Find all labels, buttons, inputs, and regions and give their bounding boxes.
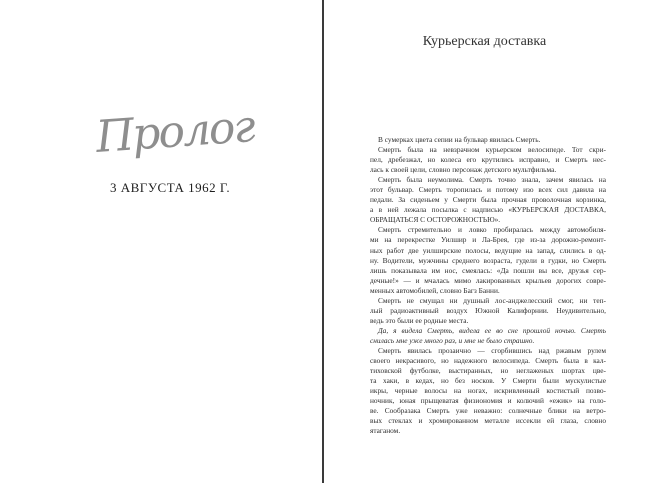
text-line: вых стеклах и хромированном металле иссекли ей глаза, словно — [370, 416, 606, 426]
text-line: лась к своей цели, словно персонаж детского мультфильма. — [370, 165, 557, 175]
text-line: та хаки, в кедах, но без носков. У Смерти были мускулистые — [370, 376, 606, 386]
text-line: Смерть стремительно и ловко пробиралась между автомобиля- — [378, 225, 606, 235]
text-line: Смерть не смущал ни душный лос-анджелесский смог, ни теп- — [378, 295, 606, 305]
text-line: педали. За сиденьем у Смерти была прочная проволочная корзинка, — [370, 195, 606, 205]
left-page — [0, 0, 322, 483]
prologue-title: Пролог — [94, 101, 256, 163]
text-line: дечные!» — и мчалась мимо лакированных крыльев дорогих совре- — [370, 275, 606, 285]
text-line: снилась мне уже много раз, и мне не было страшно. — [370, 335, 535, 345]
prologue-date: 3 АВГУСТА 1962 Г. — [110, 180, 231, 195]
text-line: Смерть была на невзрачном курьерском велосипеде. Тот скри- — [378, 145, 606, 155]
text-line: лый радиоактивный воздух Южной Калифорнии. Неудивительно, — [370, 305, 606, 315]
text-line: Да, я видела Смерть, видела ее во сне прошлой ночью. Смерть — [378, 325, 606, 335]
text-line: своего некрасивого, но надежного велосипеда. Смерть была в кал- — [370, 356, 606, 366]
chapter-body-text — [370, 135, 606, 436]
text-line: ятаганом. — [370, 426, 401, 436]
text-line: икры, черные волосы на ногах, искривленный костистый позво- — [370, 386, 606, 396]
text-line: тиховской футболке, выстиранных, но неглаженых шортах цве- — [370, 366, 606, 376]
text-line: пел, дребезжал, но колеса его крутились исправно, и Смерть нес- — [370, 155, 606, 165]
text-line: ночник, юная прыщеватая физиономия и колючий «ежик» на голо- — [370, 396, 606, 406]
text-line: Смерть явилась прозаично — сгорбившись над ржавым рулем — [378, 345, 606, 355]
text-line: ве. Сообразака Смерть уже неважно: солнечные блики на ветро- — [370, 406, 606, 416]
text-line: ми на перекрестке Уилшир и Ла-Брея, где из-за дорожно-ремонт- — [370, 235, 606, 245]
text-line: ну. Водители, мужчины среднего возраста, гудели в гудки, но Смерть — [370, 255, 606, 265]
text-line: ведь это были ее родные места. — [370, 315, 469, 325]
text-line: а в ней лежала посылка с надписью «КУРЬЕРСКАЯ ДОСТАВКА, — [370, 205, 606, 215]
right-page — [324, 0, 645, 483]
text-line: Смерть была неумолима. Смерть точно знала, зачем явилась на — [378, 175, 606, 185]
text-line: В сумерках цвета сепии на бульвар явилась Смерть. — [378, 135, 541, 144]
text-line: этот бульвар. Смерть торопилась и потому изо всех сил давила на — [370, 185, 606, 195]
text-line: менных автомобилей, словно Багз Банни. — [370, 285, 500, 295]
text-line: ных работ две уилширские полосы, ведущие на запад, слились в од- — [370, 245, 606, 255]
chapter-title: Курьерская доставка — [422, 34, 547, 49]
text-line: лишь показывала им нос, смеялась: «Да пошли вы все, друзья сер- — [370, 265, 606, 275]
text-line: ОБРАЩАТЬСЯ С ОСТОРОЖНОСТЬЮ». — [370, 215, 501, 225]
